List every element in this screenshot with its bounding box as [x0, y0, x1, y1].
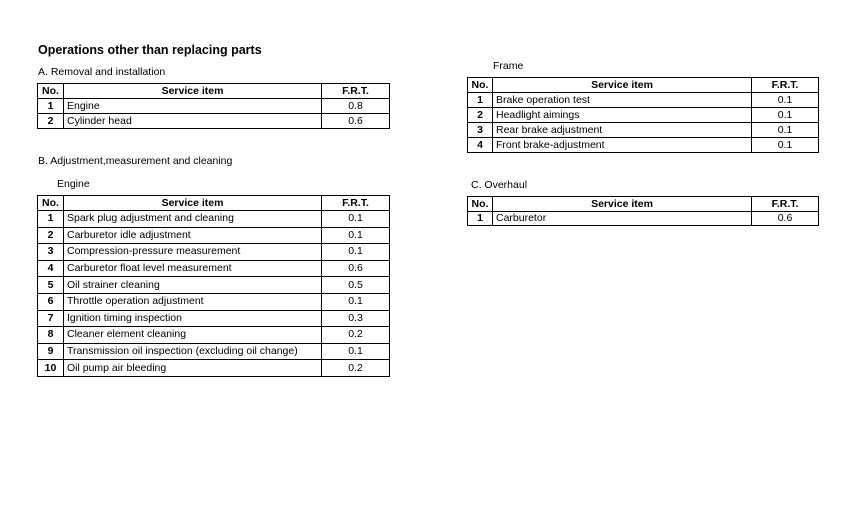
service-item-cell: Ignition timing inspection: [64, 310, 322, 327]
frt-value-cell: 0.1: [752, 108, 819, 123]
frame-label: Frame: [493, 60, 524, 72]
frt-value-cell: 0.3: [322, 310, 390, 327]
service-item-cell: Cleaner element cleaning: [64, 327, 322, 344]
engine-label: Engine: [57, 178, 90, 190]
row-number: 1: [38, 99, 64, 114]
row-number: 1: [38, 211, 64, 228]
row-number: 3: [468, 123, 493, 138]
table-row: [468, 138, 819, 153]
table-row: [468, 93, 819, 108]
removal-installation-table: [37, 83, 390, 129]
section-c-label: C. Overhaul: [471, 179, 528, 191]
table-row: [38, 310, 390, 327]
frt-value-cell: 0.1: [322, 343, 390, 360]
row-number: 4: [38, 260, 64, 277]
frt-value-cell: 0.1: [322, 293, 390, 310]
section-a-label: A. Removal and installation: [38, 66, 166, 78]
frt-value-cell: 0.6: [752, 212, 819, 226]
service-item-cell: Engine: [64, 99, 322, 114]
frt-value-cell: 0.2: [322, 327, 390, 344]
service-item-cell: Carburetor idle adjustment: [64, 227, 322, 244]
service-item-cell: Headlight aimings: [493, 108, 752, 123]
row-number: 2: [468, 108, 493, 123]
frt-value-cell: 0.1: [322, 227, 390, 244]
row-number: 1: [468, 93, 493, 108]
table-header-row: [38, 196, 390, 211]
frt-value-cell: 0.1: [752, 138, 819, 153]
section-b-label: B. Adjustment,measurement and cleaning: [38, 155, 233, 167]
service-item-cell: Front brake-adjustment: [493, 138, 752, 153]
service-item-cell: Rear brake adjustment: [493, 123, 752, 138]
service-item-cell: Brake operation test: [493, 93, 752, 108]
header-service-item: Service item: [64, 84, 322, 99]
row-number: 9: [38, 343, 64, 360]
service-item-cell: Transmission oil inspection (excluding oil change): [64, 343, 322, 360]
frt-value-cell: 0.6: [322, 114, 390, 129]
row-number: 2: [38, 114, 64, 129]
header-no: No.: [468, 78, 493, 93]
table-row: [38, 260, 390, 277]
table-row: [38, 114, 390, 129]
row-number: 1: [468, 212, 493, 226]
service-item-cell: Oil pump air bleeding: [64, 360, 322, 377]
table-row: [38, 327, 390, 344]
page-title: Operations other than replacing parts: [38, 43, 262, 57]
table-row: [468, 123, 819, 138]
row-number: 8: [38, 327, 64, 344]
frt-value-cell: 0.8: [322, 99, 390, 114]
table-row: [38, 227, 390, 244]
header-frt: F.R.T.: [322, 84, 390, 99]
service-item-cell: Compression-pressure measurement: [64, 244, 322, 261]
table-row: [38, 244, 390, 261]
frt-value-cell: 0.6: [322, 260, 390, 277]
service-item-cell: Cylinder head: [64, 114, 322, 129]
engine-adjustment-table: [37, 195, 390, 377]
service-item-cell: Carburetor float level measurement: [64, 260, 322, 277]
table-row: [38, 99, 390, 114]
table-row: [38, 277, 390, 294]
service-item-cell: Carburetor: [493, 212, 752, 226]
row-number: 5: [38, 277, 64, 294]
table-header-row: [468, 78, 819, 93]
table-row: [38, 343, 390, 360]
frt-value-cell: 0.1: [322, 211, 390, 228]
service-item-cell: Oil strainer cleaning: [64, 277, 322, 294]
header-frt: F.R.T.: [752, 78, 819, 93]
header-frt: F.R.T.: [752, 197, 819, 212]
table-row: [468, 108, 819, 123]
header-service-item: Service item: [64, 196, 322, 211]
service-item-cell: Spark plug adjustment and cleaning: [64, 211, 322, 228]
table-row: [38, 211, 390, 228]
table-header-row: [468, 197, 819, 212]
row-number: 2: [38, 227, 64, 244]
header-service-item: Service item: [493, 197, 752, 212]
table-header-row: [38, 84, 390, 99]
table-row: [38, 293, 390, 310]
frt-value-cell: 0.1: [322, 244, 390, 261]
frt-value-cell: 0.5: [322, 277, 390, 294]
row-number: 7: [38, 310, 64, 327]
frame-adjustment-table: [467, 77, 819, 153]
header-service-item: Service item: [493, 78, 752, 93]
frt-value-cell: 0.1: [752, 123, 819, 138]
table-row: [38, 360, 390, 377]
overhaul-table: [467, 196, 819, 226]
row-number: 6: [38, 293, 64, 310]
table-row: [468, 212, 819, 226]
header-no: No.: [38, 196, 64, 211]
frt-value-cell: 0.1: [752, 93, 819, 108]
row-number: 10: [38, 360, 64, 377]
row-number: 4: [468, 138, 493, 153]
service-item-cell: Throttle operation adjustment: [64, 293, 322, 310]
row-number: 3: [38, 244, 64, 261]
header-no: No.: [468, 197, 493, 212]
header-frt: F.R.T.: [322, 196, 390, 211]
header-no: No.: [38, 84, 64, 99]
frt-value-cell: 0.2: [322, 360, 390, 377]
